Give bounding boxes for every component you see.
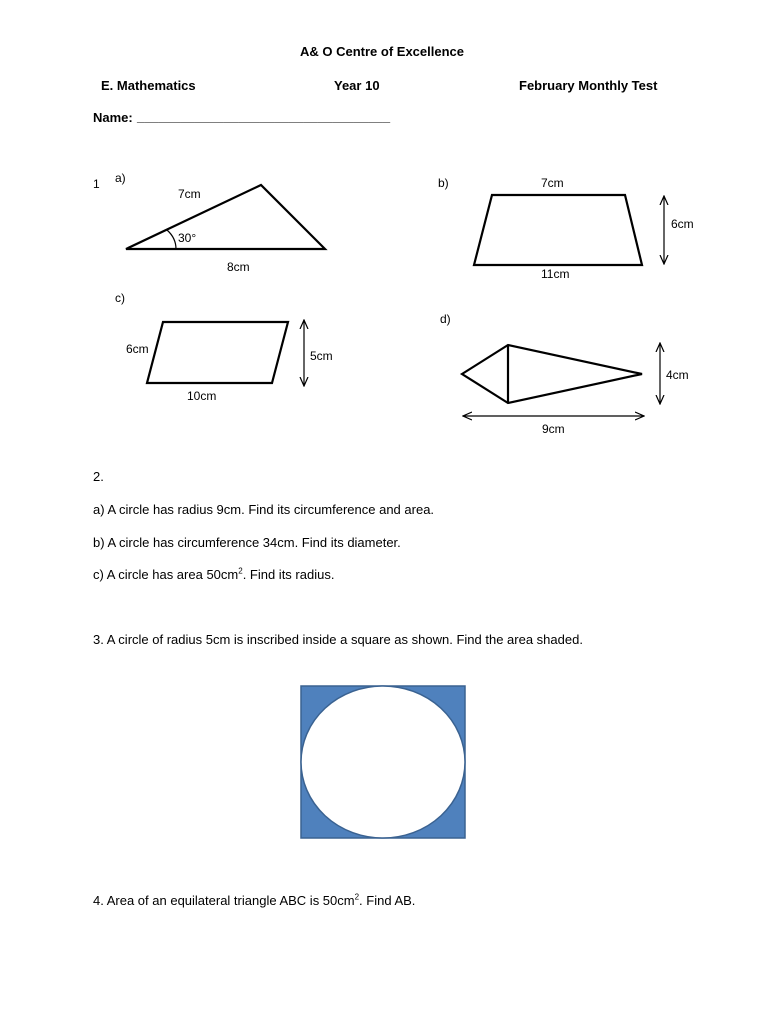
parallelogram-c (147, 322, 288, 383)
q1d-height-label: 4cm (666, 368, 689, 382)
q1a-label: a) (115, 171, 126, 185)
inscribed-circle (301, 686, 465, 838)
q1-number: 1 (93, 177, 100, 191)
q4-text-end: . Find AB. (359, 893, 416, 908)
kite-d (462, 345, 642, 403)
trapezium-b (474, 195, 642, 265)
q2a-text: a) A circle has radius 9cm. Find its circumference and area. (93, 502, 435, 517)
q1b-height-label: 6cm (671, 217, 694, 231)
test-title: February Monthly Test (519, 78, 658, 93)
q1b-label: b) (438, 176, 449, 190)
subject-label: E. Mathematics (101, 78, 196, 93)
q2c-text-end: . Find its radius. (242, 567, 335, 582)
q2c-superscript: 2 (238, 566, 243, 576)
q4-text (93, 894, 415, 907)
q1c-side-label: 6cm (126, 342, 149, 356)
q2-number: 2. (93, 469, 104, 484)
q1c-height-label: 5cm (310, 349, 333, 363)
q2c-text-main: c) A circle has area 50cm (93, 567, 239, 582)
q2c-text (93, 568, 334, 581)
q1c-label: c) (115, 291, 125, 305)
q4-text-main: 4. Area of an equilateral triangle ABC is 50cm (93, 893, 355, 908)
q1d-label: d) (440, 312, 451, 326)
q3-text: 3. A circle of radius 5cm is inscribed inside a square as shown. Find the area shaded. (93, 632, 583, 647)
name-line[interactable]: ___________________________________ (137, 109, 391, 124)
angle-arc-a (167, 230, 176, 249)
q1b-top-label: 7cm (541, 176, 564, 190)
year-label: Year 10 (334, 78, 380, 93)
q1a-base-label: 8cm (227, 260, 250, 274)
q1b-bottom-label: 11cm (541, 267, 570, 281)
q1a-angle-label: 30° (178, 231, 197, 245)
q1d-width-label: 9cm (542, 422, 565, 436)
triangle-a (126, 185, 325, 249)
name-label: Name: (93, 110, 133, 125)
q1a-side-label: 7cm (178, 187, 201, 201)
q1c-base-label: 10cm (187, 389, 217, 403)
school-title: A& O Centre of Excellence (300, 44, 464, 59)
q4-superscript: 2 (354, 892, 360, 902)
q2b-text: b) A circle has circumference 34cm. Find its diameter. (93, 535, 401, 550)
